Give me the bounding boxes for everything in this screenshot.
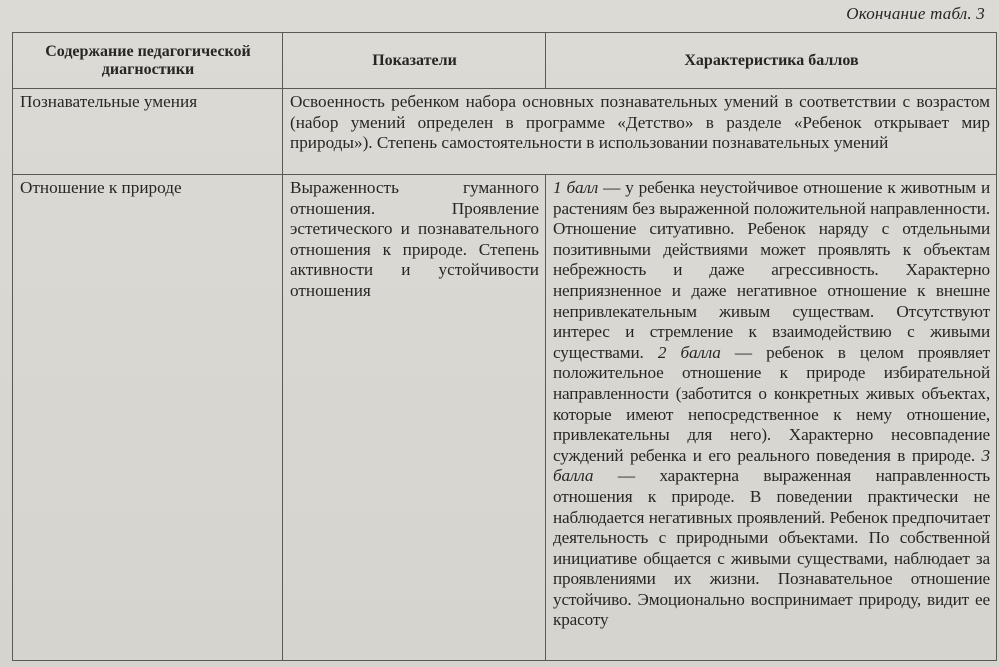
header-indicators: Показатели xyxy=(283,33,546,89)
header-content: Содержание педагогической диагностики xyxy=(13,33,283,89)
cell-score-description xyxy=(546,175,997,661)
table-caption: Окончание табл. 3 xyxy=(846,4,985,23)
score-3-text: — характерна выраженная направленность отношения к природе. В поведении практически не наблюдается негативных проявлений. Ребенок предпочитает деятельность с природными объектами. По собственной инициативе общается с живыми существами, наблюдает за проявлениями их жизни. Познавательное отношение устойчиво. Эмоционально воспринимает природу, видит ее красоту xyxy=(553,466,990,630)
cell-content: Познавательные умения xyxy=(13,89,283,175)
score-1-label: 1 балл xyxy=(553,178,599,197)
cell-indicators: Освоенность ребенком набора основных познавательных умений в соответствии с возрастом (набор умений определен в программе «Детство» в разделе «Ребенок открывает мир природы»). Степень самостоятельности в использовании познавательных умений xyxy=(283,89,997,175)
cell-indicators: Выраженность гуманного отношения. Проявление эстетического и познавательного отношения к природе. Степень активности и устойчивости отношения xyxy=(283,175,546,661)
header-scores: Характеристика баллов xyxy=(546,33,997,89)
cell-content: Отношение к природе xyxy=(13,175,283,661)
table-header-row xyxy=(13,33,997,89)
score-2-text: — ребенок в целом проявляет положительное отношение к природе избирательной направленности (заботится о конкретных живых объектах, которые имеют непосредственное к нему отношение, привлекательны для него). Характерно несовпадение суждений ребенка и его реального поведения в природе. xyxy=(553,342,990,465)
score-3-label: 3 балла xyxy=(553,445,990,486)
score-2-label: 2 балла xyxy=(657,342,721,362)
table-row xyxy=(13,89,997,175)
score-1-text: — у ребенка неустойчивое отношение к животным и растениям без выраженной положительной направленности. Отношение ситуативно. Ребенок наряду с отдельными позитивными действиями может проявлять к объектам небрежность и даже агрессивность. Характерно неприязненное и даже негативное отношение к внешне непривлекательным живым существам. Отсутствуют интерес и стремление к взаимодействию с живыми существами. xyxy=(553,178,991,362)
diagnostics-table xyxy=(12,32,997,661)
table-row xyxy=(13,175,997,661)
